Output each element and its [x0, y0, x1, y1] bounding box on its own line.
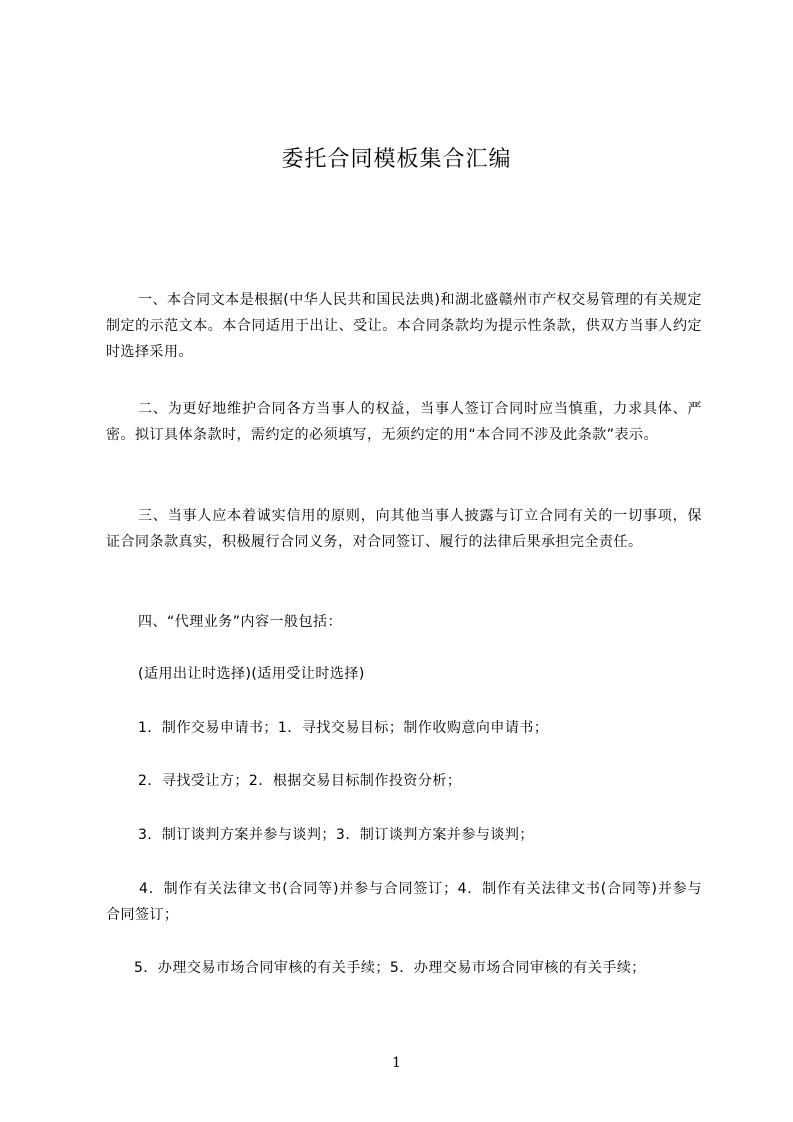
list-item-2: 2．寻找受让方；2．根据交易目标制作投资分析；: [138, 773, 462, 789]
paragraph-1: 一、本合同文本是根据(中华人民共和国民法典)和湖北盛赣州市产权交易管理的有关规定制定的示范文本。本合同适用于出让、受让。本合同条款均为提示性条款，供双方当事人约定时选择采用。: [106, 292, 702, 360]
document-title: 委托合同模板集合汇编: [281, 147, 512, 172]
paragraph-4: 四、“代理业务”内容一般包括：: [138, 614, 343, 630]
list-item-5: 5．办理交易市场合同审核的有关手续；5．办理交易市场合同审核的有关手续；: [134, 960, 646, 976]
paragraph-3: 三、当事人应本着诚实信用的原则，向其他当事人披露与订立合同有关的一切事项，保证合同条款真实，积极履行合同义务，对合同签订、履行的法律后果承担完全责任。: [106, 508, 702, 550]
paragraph-5: (适用出让时选择)(适用受让时选择): [138, 666, 365, 682]
list-item-4: 4．制作有关法律文书(合同等)并参与合同签订；4．制作有关法律文书(合同等)并参与合同签订；: [106, 881, 702, 923]
list-item-3: 3．制订谈判方案并参与谈判；3．制订谈判方案并参与谈判；: [138, 827, 534, 843]
page-number: 1: [392, 1055, 401, 1071]
list-item-1: 1．制作交易申请书；1．寻找交易目标；制作收购意向申请书；: [138, 720, 549, 736]
paragraph-2: 二、为更好地维护合同各方当事人的权益，当事人签订合同时应当慎重，力求具体、严密。拟订具体条款时，需约定的必须填写，无须约定的用“本合同不涉及此条款”表示。: [106, 401, 702, 443]
